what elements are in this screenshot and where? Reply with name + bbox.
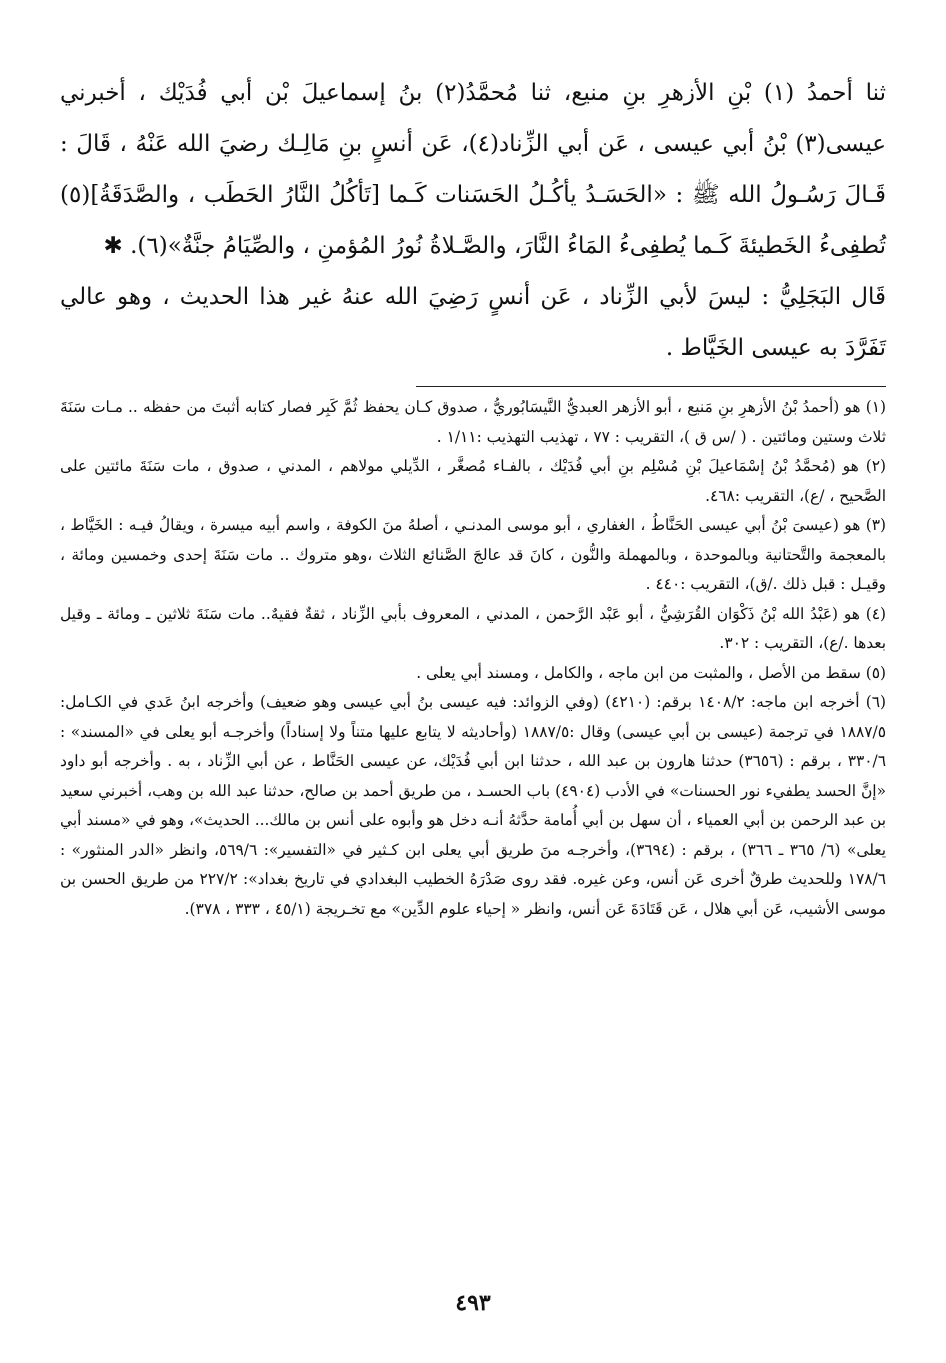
footnote-4: (٤) هو (عَبْدُ الله بْنُ ذَكْوَان القُرَشِيُّ ، أبو عَبْد الرَّحمن ، المدني ، المعروف بأبي الزِّناد ، ثقةٌ فقيهٌ.. مات سَنَةَ ثلاثين ـ ومائة ـ وقيل بعدها ./ع)، التقريب : ٣٠٢. [60,604,886,652]
page-number: ٤٩٣ [455,1290,491,1316]
footnote-6: (٦) أخرجه ابن ماجه: ١٤٠٨/٢ برقم: (٤٢١٠) (وفي الزوائد: فيه عيسى بنُ أبي عيسى وهو ضعيف) وأخرجه ابنُ عَدي في الكـامل: ١٨٨٧/٥ في ترجمة (عيسى بن أبي عيسى) وقال :١٨٨٧/٥ (وأحاديثه لا يتابع عليها متناً ولا إسناداً) وأخرجـه أبو يعلى في «المسند» : ٣٣٠/٦ ، برقم : (٣٦٥٦) حدثنا هارون بن عبد الله ، حدثنا ابن أبي فُدَيْك، عن عيسى الحَنَّاط ، عن أبي الزِّناد ، به . وأخرجه أبو داود «إنَّ الحسد يطفيء نور الحسنات» في الأدب (٤٩٠٤) باب الحسـد ، من طريق أحمد بن صالح، حدثنا عبد الله بن وهب، أخبرني سعيد بن عبد الرحمن بن أبي العمياء ، أن سهل بن أبي أُمامة حدَّثهُ أنـه دخل هو وأبوه على أنس بن مالك... الحديث»، وهو في «مسند أبي يعلى» (٦/ ٣٦٥ ـ ٣٦٦) ، برقم : (٣٦٩٤)، وأخرجـه منَ طريق أبي يعلى ابن كـثير في «التفسير»: ٥٦٩/٦، وانظر «الدر المنثور» : ١٧٨/٦ وللحديث طرقٌ أخرى عَن أنس، وعن غيره. فقد روى صَدْرَهُ الخطيب البغدادي في تاريخ بغداد»: ٢٢٧/٢ من طريق الحسن بن موسى الأشيب، عَن أبي هلال ، عَن قَتَادَةَ عَن أنس، وانظر « إحياء علوم الدِّين» مع تخـريجة (٤٥/١ ، ٣٣٣ ، ٣٧٨). [60,693,887,918]
footnote-2: (٢) هو (مُحمَّدُ بْنُ إسْمَاعيلَ بْنِ مُسْلِم بنِ أبي فُدَيْك ، بالفـاء مُصغَّر ، الدِّيلي مولاهم ، المدني ، صدوق ، مات سَنَةَ مائتين على الصَّحيح ، /ع)، التقريب :٤٦٨. [60,457,886,505]
main-text [60,68,886,374]
footnote-3: (٣) هو (عيسىَ بْنُ أبي عيسى الحَنَّاطُ ، الغفاري ، أبو موسى المدنـي ، أصلهُ منَ الكوفة ، واسم أبيه ميسرة ، ويقالُ فيـه : الخَيَّاط ، بالمعجمة والتَّحتانية وبالموحدة ، وبالمهملة والنُّون ، كانَ قد عالجَ الصَّنائع الثلاث ،وهو متروك .. مات سَنَةَ إحدى وخمسين ومائة ، وقيـل : قبل ذلك ./ق)، التقريب :٤٤٠ . [60,516,886,593]
commentary-paragraph: قَال البَجَلِيُّ : ليسَ لأبي الزِّناد ، عَن أنسٍ رَضِيَ الله عنهُ غير هذا الحديث ، وهو عالي تَفَرَّدَ به عيسى الخَيَّاط . [60,284,886,361]
footnote-separator [416,386,886,387]
footnote-1: (١) هو (أحمدُ بْنُ الأزهرِ بنِ مَنيع ، أبو الأزهر العبديُّ النَّيسَابُوريُّ ، صدوق كـان يحفظ ثُمَّ كَبِر فصار كتابه أثبتَ من حفظه .. مـات سَنَةَ ثلاث وستين ومائتين . ( /س ق )، التقريب : ٧٧ ، تهذيب التهذيب :١/١١ . [60,398,886,446]
footnotes [60,393,886,924]
footnote-5: (٥) سقط من الأصل ، والمثبت من ابن ماجه ، والكامل ، ومسند أبي يعلى . [416,663,886,682]
hadith-paragraph: ثنا أحمدُ (١) بْنِ الأزهرِ بنِ منيع، ثنا مُحمَّدُ(٢) بنُ إسماعيلَ بْن أبي فُدَيْك ، أخبرني عيسى(٣) بْنُ أبي عيسى ، عَن أبي الزِّناد(٤)، عَن أنسٍ بنِ مَالِـك رضيَ الله عَنْهُ ، قَالَ : قَـالَ رَسُـولُ الله ﷺ : «الحَسَـدُ يأكُـلُ الحَسَنات كَـما [تَأكُلُ النَّارُ الحَطَب ، والصَّدَقَةُ](٥) تُطفِىءُ الخَطيئةَ كَـما يُطفِىءُ المَاءُ النَّارَ، والصَّـلاةُ نُورُ المُؤمنِ ، والصِّيَامُ جنَّةٌ»(٦). ✱ [60,80,886,259]
